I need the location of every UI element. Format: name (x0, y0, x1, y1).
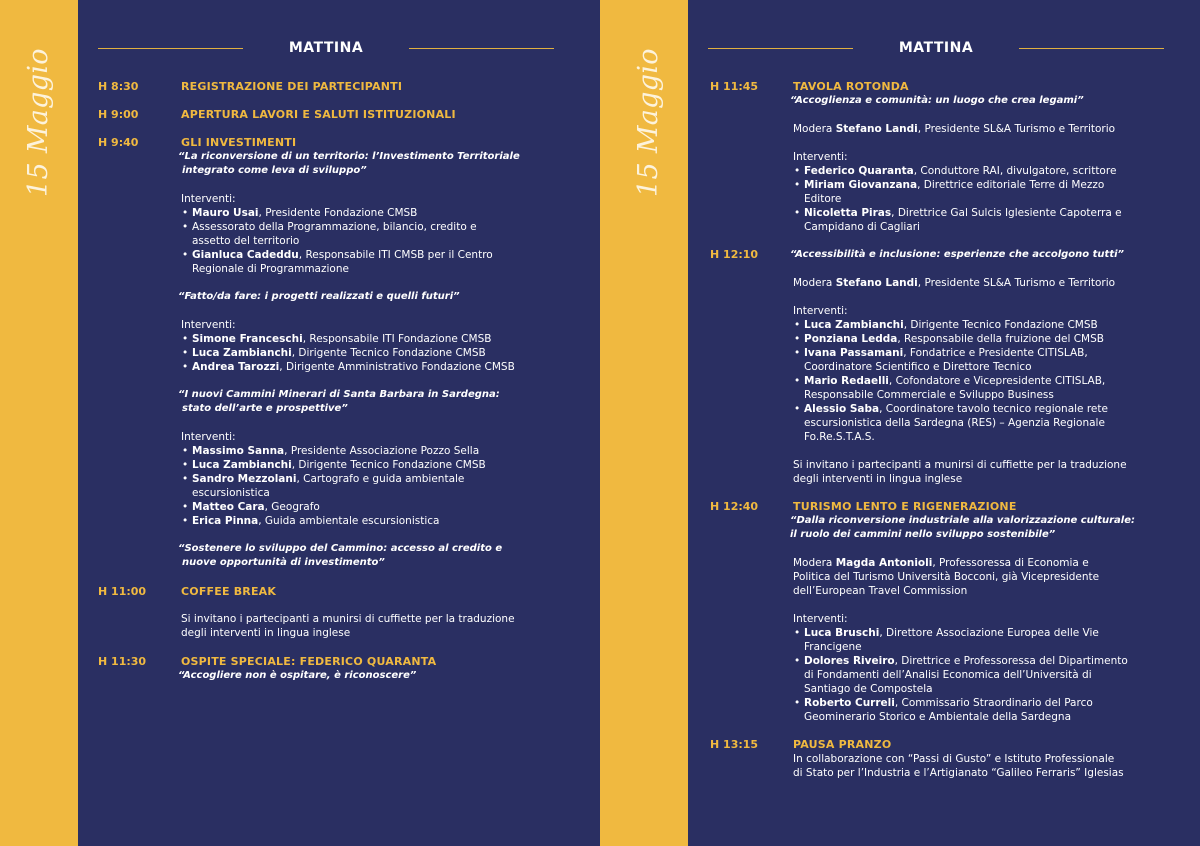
session-time: H 12:10 (710, 248, 759, 261)
session-subtitle: “Sostenere lo sviluppo del Cammino: accesso al credito e (178, 543, 503, 554)
session-title: REGISTRAZIONE DEI PARTECIPANTI (181, 80, 403, 93)
session-time: H 11:45 (710, 80, 759, 93)
session-title: COFFEE BREAK (181, 585, 277, 598)
interventi-label: Interventi: (181, 431, 236, 443)
speaker-item-cont: Coordinatore Scientifico e Direttore Tecnico (804, 361, 1032, 373)
interventi-label: Interventi: (793, 613, 848, 625)
session-subtitle: “Accogliere non è ospitare, è riconoscere” (178, 670, 417, 681)
speaker-item: • Mario Redaelli, Cofondatore e Vicepresidente CITISLAB, (794, 375, 1106, 387)
speaker-item-cont: di Fondamenti dell’Analisi Economica dell’Università di (804, 669, 1092, 681)
section-header (98, 40, 554, 56)
date-label: 15 Maggio (633, 48, 664, 197)
speaker-item: • Ivana Passamani, Fondatrice e Presidente CITISLAB, (794, 347, 1088, 359)
session-time: H 11:00 (98, 585, 147, 598)
program-panel (78, 0, 600, 846)
speaker-item: • Federico Quaranta, Conduttore RAI, divulgatore, scrittore (794, 165, 1117, 177)
note-text: Si invitano i partecipanti a munirsi di cuffiette per la traduzione (793, 459, 1127, 471)
note-text: In collaborazione con “Passi di Gusto” e Istituto Professionale (793, 753, 1115, 765)
section-header (708, 40, 1164, 56)
speaker-item: • Simone Franceschi, Responsabile ITI Fondazione CMSB (182, 333, 492, 345)
speaker-item: • Luca Zambianchi, Dirigente Tecnico Fondazione CMSB (182, 347, 486, 359)
speaker-item: • Mauro Usai, Presidente Fondazione CMSB (182, 207, 418, 219)
date-strip (0, 0, 78, 846)
session-title: APERTURA LAVORI E SALUTI ISTITUZIONALI (181, 108, 456, 121)
session-subtitle: “Dalla riconversione industriale alla valorizzazione culturale: (790, 515, 1135, 526)
moderator: Modera Stefano Landi, Presidente SL&A Turismo e Territorio (793, 123, 1116, 135)
note-text: degli interventi in lingua inglese (793, 473, 963, 485)
speaker-item-cont: Regionale di Programmazione (192, 263, 349, 275)
speaker-item: • Andrea Tarozzi, Dirigente Amministrativo Fondazione CMSB (182, 361, 515, 373)
speaker-item: • Ponziana Ledda, Responsabile della fruizione del CMSB (794, 333, 1104, 345)
session-time: H 13:15 (710, 738, 759, 751)
section-title: MATTINA (898, 40, 974, 56)
speaker-item-cont: escursionistica della Sardegna (RES) – Agenzia Regionale (804, 417, 1105, 429)
session-subtitle: “Accessibilità e inclusione: esperienze che accolgono tutti” (790, 249, 1124, 260)
interventi-label: Interventi: (181, 319, 236, 331)
session-title: GLI INVESTIMENTI (181, 136, 297, 149)
speaker-item: • Nicoletta Piras, Direttrice Gal Sulcis Iglesiente Capoterra e (794, 207, 1122, 219)
speaker-item-cont: Fo.Re.S.T.A.S. (804, 431, 875, 443)
date-label: 15 Maggio (23, 48, 54, 197)
right-page (610, 0, 1200, 846)
divider (409, 48, 554, 49)
session-subtitle: il ruolo dei cammini nello sviluppo sostenibile” (790, 529, 1056, 540)
date-strip (610, 0, 688, 846)
session-title: OSPITE SPECIALE: FEDERICO QUARANTA (181, 655, 437, 668)
session-subtitle: “La riconversione di un territorio: l’Investimento Territoriale (178, 151, 520, 162)
moderator-cont: dell’European Travel Commission (793, 585, 968, 597)
session-time: H 12:40 (710, 500, 759, 513)
speaker-item-cont: Editore (804, 193, 842, 205)
session-subtitle: integrato come leva di sviluppo” (182, 165, 367, 176)
session-subtitle: “Fatto/da fare: i progetti realizzati e quelli futuri” (178, 291, 460, 302)
speaker-item: • Assessorato della Programmazione, bilancio, credito e (182, 221, 477, 233)
speaker-item-cont: assetto del territorio (192, 235, 300, 247)
speaker-item-cont: escursionistica (192, 487, 270, 499)
speaker-item: • Roberto Curreli, Commissario Straordinario del Parco (794, 697, 1093, 709)
speaker-item: • Luca Bruschi, Direttore Associazione Europea delle Vie (794, 627, 1099, 639)
moderator: Modera Magda Antonioli, Professoressa di Economia e (793, 557, 1089, 569)
session-time: H 11:30 (98, 655, 147, 668)
speaker-item-cont: Campidano di Cagliari (804, 221, 920, 233)
speaker-item: • Luca Zambianchi, Dirigente Tecnico Fondazione CMSB (182, 459, 486, 471)
section-title: MATTINA (288, 40, 364, 56)
moderator-cont: Politica del Turismo Università Bocconi, già Vicepresidente (793, 571, 1100, 583)
speaker-item: • Sandro Mezzolani, Cartografo e guida ambientale (182, 473, 465, 485)
note-text: Si invitano i partecipanti a munirsi di cuffiette per la traduzione (181, 613, 515, 625)
session-subtitle: stato dell’arte e prospettive” (182, 403, 348, 414)
session-time: H 9:40 (98, 136, 139, 149)
speaker-item: • Massimo Sanna, Presidente Associazione Pozzo Sella (182, 445, 480, 457)
program-panel (688, 0, 1200, 846)
speaker-item-cont: Santiago de Compostela (804, 683, 933, 695)
session-subtitle: “Accoglienza e comunità: un luogo che crea legami” (790, 95, 1084, 106)
note-text: di Stato per l’Industria e l’Artigianato “Galileo Ferraris” Iglesias (793, 767, 1124, 779)
speaker-item: • Erica Pinna, Guida ambientale escursionistica (182, 515, 440, 527)
speaker-item: • Gianluca Cadeddu, Responsabile ITI CMSB per il Centro (182, 249, 493, 261)
divider (1019, 48, 1164, 49)
session-subtitle: “I nuovi Cammini Minerari di Santa Barbara in Sardegna: (178, 389, 500, 400)
speaker-item: • Alessio Saba, Coordinatore tavolo tecnico regionale rete (794, 403, 1108, 415)
moderator: Modera Stefano Landi, Presidente SL&A Turismo e Territorio (793, 277, 1116, 289)
speaker-item-cont: Responsabile Commerciale e Sviluppo Business (804, 389, 1054, 401)
speaker-item: • Luca Zambianchi, Dirigente Tecnico Fondazione CMSB (794, 319, 1098, 331)
session-subtitle: nuove opportunità di investimento” (182, 557, 385, 568)
speaker-item: • Matteo Cara, Geografo (182, 501, 320, 513)
session-title: TURISMO LENTO E RIGENERAZIONE (793, 500, 1017, 513)
speaker-item: • Miriam Giovanzana, Direttrice editoriale Terre di Mezzo (794, 179, 1105, 191)
session-title: PAUSA PRANZO (793, 738, 892, 751)
note-text: degli interventi in lingua inglese (181, 627, 351, 639)
interventi-label: Interventi: (181, 193, 236, 205)
speaker-item: • Dolores Riveiro, Direttrice e Professoressa del Dipartimento (794, 655, 1128, 667)
speaker-item-cont: Geominerario Storico e Ambientale della Sardegna (804, 711, 1072, 723)
session-time: H 8:30 (98, 80, 139, 93)
session-time: H 9:00 (98, 108, 139, 121)
interventi-label: Interventi: (793, 151, 848, 163)
speaker-item-cont: Francigene (804, 641, 862, 653)
interventi-label: Interventi: (793, 305, 848, 317)
session-title: TAVOLA ROTONDA (793, 80, 909, 93)
